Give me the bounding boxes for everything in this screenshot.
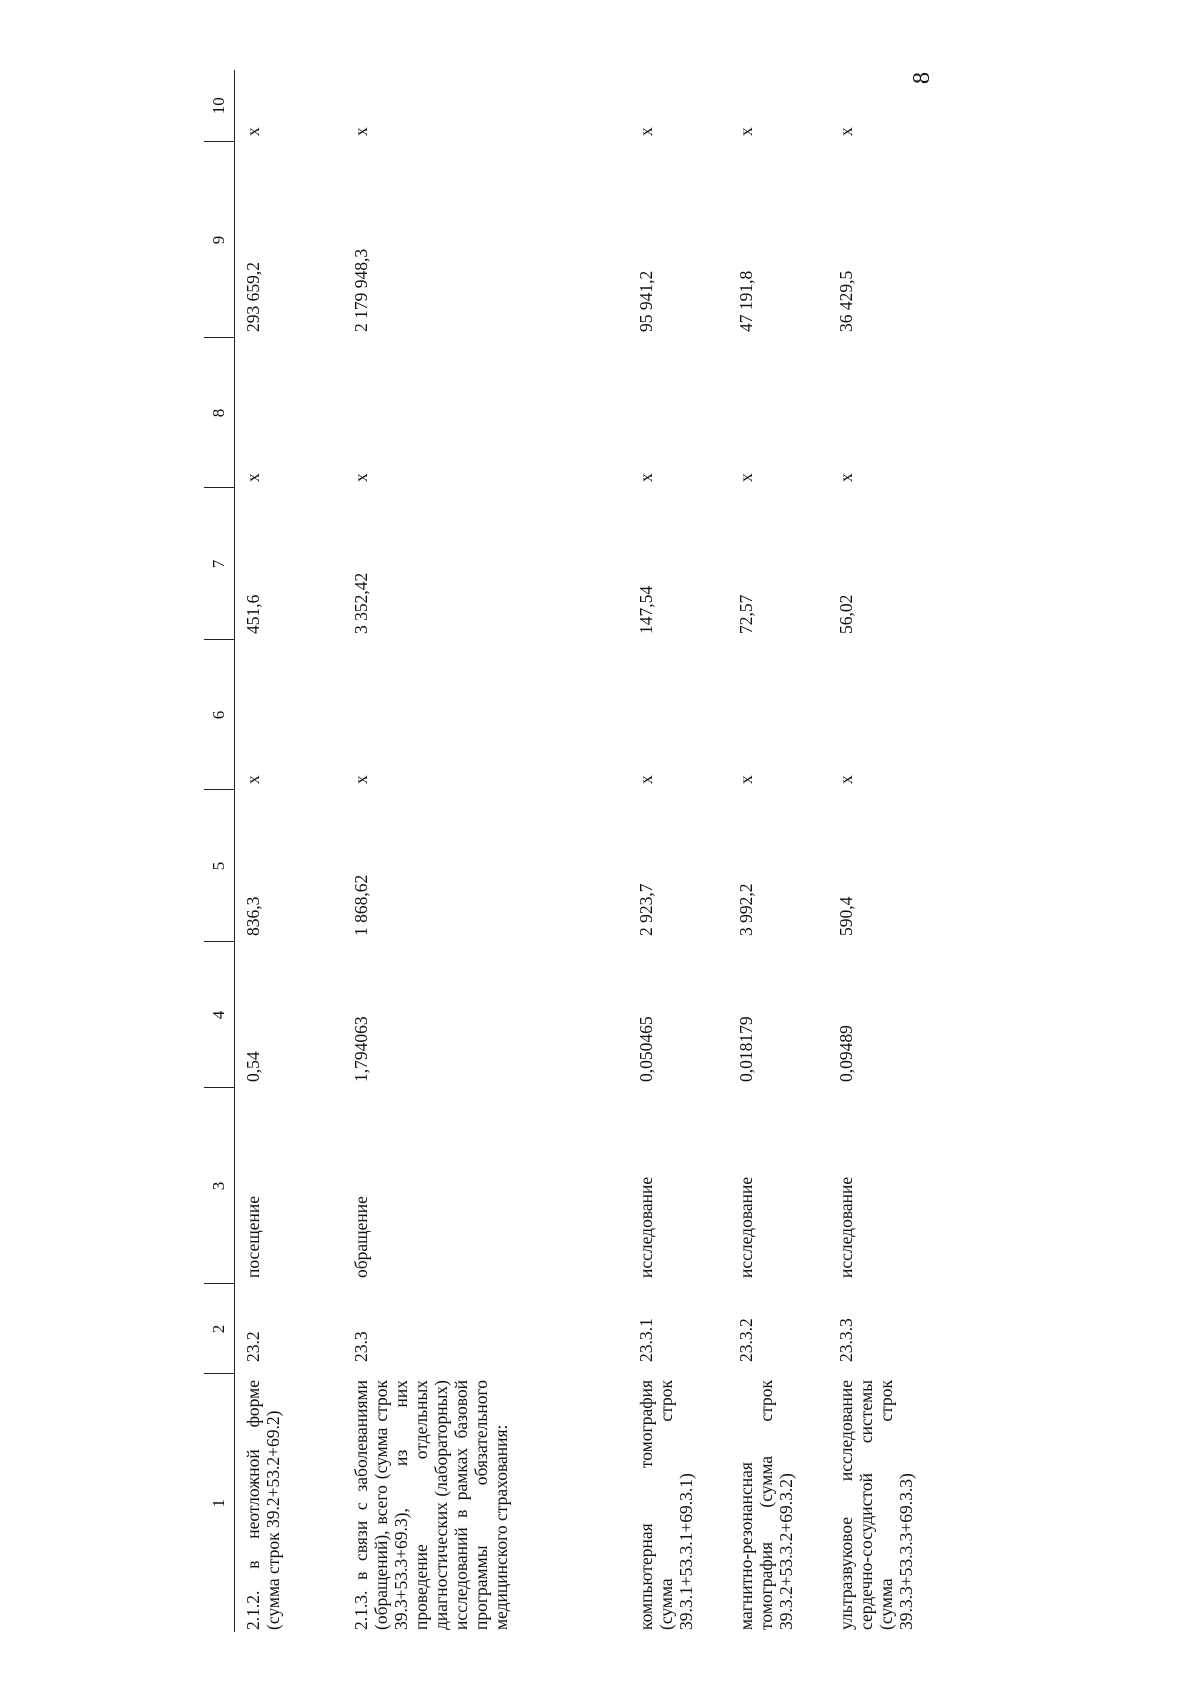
page-number: 8 bbox=[909, 72, 935, 84]
value-cell: х bbox=[243, 473, 263, 482]
value-cell: 590,4 bbox=[835, 896, 856, 936]
column-header: 4 bbox=[204, 942, 235, 1088]
row-description: магнитно-резонансная томография (сумма строк 39.3.2+53.3.2+69.3.2) bbox=[735, 1380, 796, 1630]
table-row bbox=[728, 70, 828, 1632]
value-cell: х bbox=[835, 127, 856, 136]
row-description: ультразвуковое исследование сердечно-сосудистой системы (сумма строк 39.3.3+53.3.3+69.3.3) bbox=[835, 1380, 916, 1630]
value-cell: х bbox=[735, 127, 756, 136]
unit-cell: исследование bbox=[835, 1176, 856, 1278]
unit-cell: исследование bbox=[735, 1176, 756, 1278]
row-number: 23.3.1 bbox=[635, 1318, 656, 1362]
value-cell: 147,54 bbox=[635, 585, 656, 634]
value-cell: 3 992,2 bbox=[735, 883, 756, 936]
value-cell: 2 179 948,3 bbox=[350, 248, 371, 332]
value-cell: 1,794063 bbox=[350, 1016, 371, 1082]
value-cell: х bbox=[243, 775, 263, 784]
row-number: 23.2 bbox=[243, 1331, 263, 1362]
rotated-table-sheet bbox=[204, 70, 1004, 1632]
value-cell: х bbox=[735, 775, 756, 784]
column-header: 1 bbox=[204, 1374, 235, 1632]
row-description: 2.1.3. в связи с заболеваниями (обращений), всего (сумма строк 39.3+53.3+69.3), из них проведение отдельных диагностических (лабораторных) исследований в рамках базовой программы обязательного медицинского страхования: bbox=[350, 1380, 511, 1630]
value-cell: х bbox=[835, 775, 856, 784]
value-cell: х bbox=[735, 473, 756, 482]
unit-cell: обращение bbox=[350, 1196, 371, 1278]
value-cell: 293 659,2 bbox=[243, 262, 263, 332]
value-cell: 3 352,42 bbox=[350, 572, 371, 634]
value-cell: 0,09489 bbox=[835, 1025, 856, 1082]
row-number: 23.3.2 bbox=[735, 1318, 756, 1362]
column-header: 8 bbox=[204, 338, 235, 488]
value-cell: х bbox=[635, 127, 656, 136]
column-header: 3 bbox=[204, 1088, 235, 1284]
value-cell: 2 923,7 bbox=[635, 883, 656, 936]
column-header: 2 bbox=[204, 1284, 235, 1374]
value-cell: 451,6 bbox=[243, 594, 263, 634]
column-header: 7 bbox=[204, 488, 235, 640]
value-cell: 72,57 bbox=[735, 594, 756, 634]
table-row bbox=[828, 70, 938, 1632]
column-header: 9 bbox=[204, 142, 235, 338]
value-cell: 56,02 bbox=[835, 594, 856, 634]
value-cell: 36 429,5 bbox=[835, 270, 856, 332]
value-cell: х bbox=[243, 127, 263, 136]
value-cell: 1 868,62 bbox=[350, 874, 371, 936]
value-cell: х bbox=[635, 473, 656, 482]
column-header: 10 bbox=[204, 70, 235, 142]
row-description: компьютерная томография (сумма строк 39.3.1+53.3.1+69.3.1) bbox=[635, 1380, 696, 1630]
value-cell: х bbox=[350, 127, 371, 136]
value-cell: 47 191,8 bbox=[735, 270, 756, 332]
value-cell: 0,018179 bbox=[735, 1016, 756, 1082]
value-cell: х bbox=[635, 775, 656, 784]
header-row bbox=[204, 70, 235, 1632]
value-cell: х bbox=[350, 775, 371, 784]
value-cell: 0,050465 bbox=[635, 1016, 656, 1082]
row-number: 23.3.3 bbox=[835, 1318, 856, 1362]
value-cell: 836,3 bbox=[243, 896, 263, 936]
value-cell: 0,54 bbox=[243, 1051, 263, 1082]
column-header: 6 bbox=[204, 640, 235, 790]
value-cell: х bbox=[835, 473, 856, 482]
table-row bbox=[343, 70, 628, 1632]
column-header: 5 bbox=[204, 790, 235, 942]
row-description: 2.1.2. в неотложной форме (сумма строк 39.2+53.2+69.2) bbox=[243, 1380, 283, 1630]
value-cell: 95 941,2 bbox=[635, 270, 656, 332]
table-row bbox=[235, 70, 343, 1632]
value-cell: х bbox=[350, 473, 371, 482]
row-number: 23.3 bbox=[350, 1331, 371, 1362]
data-table bbox=[204, 70, 938, 1632]
unit-cell: посещение bbox=[243, 1195, 263, 1278]
unit-cell: исследование bbox=[635, 1176, 656, 1278]
table-row bbox=[628, 70, 728, 1632]
